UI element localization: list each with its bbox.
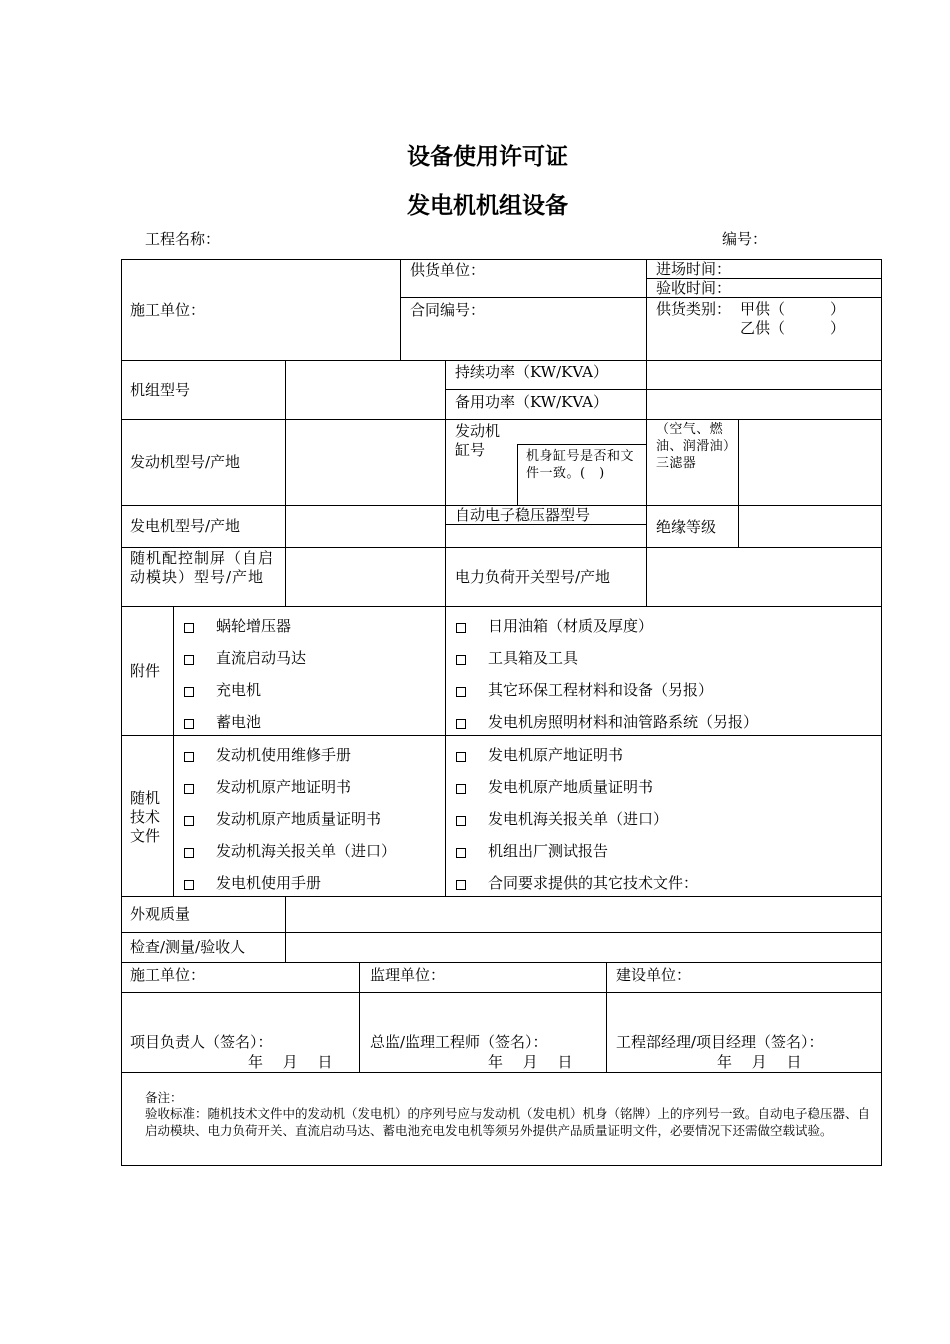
filters-label: （空气、燃油、润滑油）三滤器 xyxy=(656,422,730,471)
checkbox[interactable] xyxy=(456,752,466,762)
checkbox[interactable] xyxy=(184,687,194,697)
accessory-item: 蜗轮增压器 xyxy=(216,617,292,635)
checkbox[interactable] xyxy=(456,655,466,665)
checkbox[interactable] xyxy=(184,752,194,762)
accessory-item: 蓄电池 xyxy=(216,713,262,731)
tech-doc-item: 发电机海关报关单（进口） xyxy=(488,810,669,828)
chief-supervisor-signature: 总监/监理工程师（签名）： xyxy=(370,1033,548,1051)
checkbox[interactable] xyxy=(184,655,194,665)
signature-date: 年 月 日 xyxy=(248,1053,333,1071)
standby-power-label: 备用功率（KW/KVA） xyxy=(455,393,608,411)
page-subtitle: 发电机机组设备 xyxy=(407,193,568,219)
checkbox[interactable] xyxy=(456,816,466,826)
engine-cylinder-label-1: 发动机 xyxy=(455,422,501,440)
permit-form xyxy=(121,259,881,1165)
accessories-label: 附件 xyxy=(130,662,161,680)
checkbox[interactable] xyxy=(184,816,194,826)
checkbox[interactable] xyxy=(184,848,194,858)
signature-date: 年 月 日 xyxy=(488,1053,573,1071)
checkbox[interactable] xyxy=(456,848,466,858)
checkbox[interactable] xyxy=(184,880,194,890)
remarks-text: 验收标准：随机技术文件中的发动机（发电机）的序列号应与发动机（发电机）机身（铭牌）上的序列号一致。自动电子稳压器、自启动模块、电力负荷开关、直流启动马达、蓄电池充电发电机等须另外提供产品质量证明文件，必要情况下还需做空载试验。 xyxy=(145,1106,871,1138)
checkbox[interactable] xyxy=(456,687,466,697)
number-label: 编号： xyxy=(722,230,768,248)
acceptance-time-label: 验收时间： xyxy=(656,279,732,297)
checkbox[interactable] xyxy=(456,719,466,729)
tech-doc-item: 发动机原产地证明书 xyxy=(216,778,352,796)
regulator-model-label: 自动电子稳压器型号 xyxy=(455,506,591,524)
accessory-item: 直流启动马达 xyxy=(216,649,307,667)
project-name-label: 工程名称： xyxy=(145,230,221,248)
engine-model-label: 发动机型号/产地 xyxy=(130,453,241,471)
tech-doc-item: 机组出厂测试报告 xyxy=(488,842,609,860)
signature-date: 年 月 日 xyxy=(717,1053,802,1071)
checkbox[interactable] xyxy=(184,623,194,633)
checkbox[interactable] xyxy=(456,880,466,890)
accessory-item: 充电机 xyxy=(216,681,262,699)
accessory-item: 日用油箱（材质及厚度） xyxy=(488,617,654,635)
tech-docs-label-2: 技术 xyxy=(130,808,161,826)
supplier-label: 供货单位： xyxy=(410,261,486,279)
remarks-label: 备注： xyxy=(145,1090,183,1105)
control-panel-label: 随机配控制屏（自启动模块）型号/产地 xyxy=(130,549,275,586)
tech-doc-item: 发电机使用手册 xyxy=(216,874,322,892)
checkbox[interactable] xyxy=(184,719,194,729)
tech-doc-item: 发动机原产地质量证明书 xyxy=(216,810,382,828)
accessory-item: 发电机房照明材料和油管路系统（另报） xyxy=(488,713,759,731)
checkbox[interactable] xyxy=(456,623,466,633)
accessory-item: 其它环保工程材料和设备（另报） xyxy=(488,681,714,699)
page-title: 设备使用许可证 xyxy=(407,144,568,170)
appearance-quality-label: 外观质量 xyxy=(130,905,191,923)
sign-construction-unit: 施工单位： xyxy=(130,966,206,984)
contract-no-label: 合同编号： xyxy=(410,301,486,319)
generator-model-label: 发电机型号/产地 xyxy=(130,517,241,535)
tech-doc-item: 发电机原产地质量证明书 xyxy=(488,778,654,796)
supply-type-label: 供货类别： xyxy=(656,300,732,318)
engine-cylinder-label-2: 缸号 xyxy=(455,441,486,459)
supply-type-b: 乙供（ ） xyxy=(740,319,846,337)
manager-signature: 工程部经理/项目经理（签名）： xyxy=(616,1033,824,1051)
accessory-item: 工具箱及工具 xyxy=(488,649,579,667)
tech-docs-label-1: 随机 xyxy=(130,789,161,807)
sign-owner-unit: 建设单位： xyxy=(616,966,692,984)
tech-doc-item: 发动机海关报关单（进口） xyxy=(216,842,397,860)
load-switch-label: 电力负荷开关型号/产地 xyxy=(455,568,611,586)
tech-doc-item: 发电机原产地证明书 xyxy=(488,746,624,764)
unit-model-label: 机组型号 xyxy=(130,381,191,399)
cylinder-consistency-label: 机身缸号是否和文件一致。( ) xyxy=(526,449,635,481)
tech-docs-label-3: 文件 xyxy=(130,827,161,845)
construction-unit-label: 施工单位： xyxy=(130,301,206,319)
project-leader-signature: 项目负责人（签名）： xyxy=(130,1033,273,1051)
checkbox[interactable] xyxy=(456,784,466,794)
tech-doc-item: 发动机使用维修手册 xyxy=(216,746,352,764)
sign-supervision-unit: 监理单位： xyxy=(370,966,446,984)
inspector-label: 检查/测量/验收人 xyxy=(130,938,246,956)
supply-type-a: 甲供（ ） xyxy=(740,300,846,318)
insulation-class-label: 绝缘等级 xyxy=(656,518,717,536)
continuous-power-label: 持续功率（KW/KVA） xyxy=(455,363,608,381)
checkbox[interactable] xyxy=(184,784,194,794)
tech-doc-item: 合同要求提供的其它技术文件： xyxy=(488,874,699,892)
entry-time-label: 进场时间： xyxy=(656,260,732,278)
